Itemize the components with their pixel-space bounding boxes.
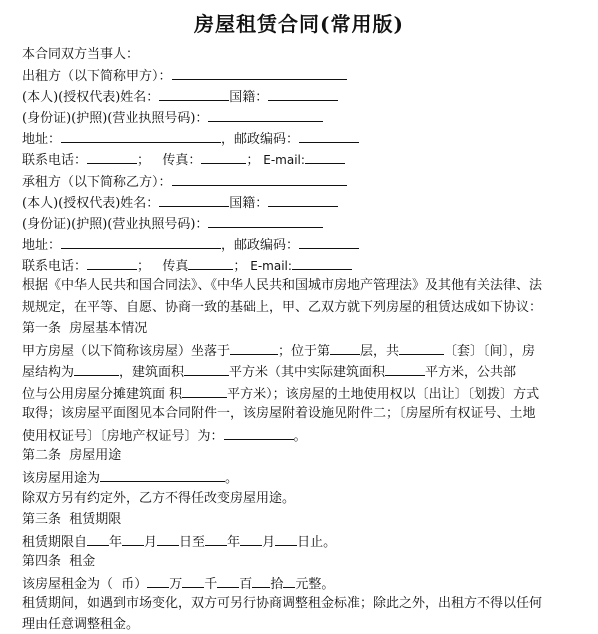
line-text: 平方米，公共部 [425, 365, 517, 380]
contract-line [22, 150, 345, 170]
contract-line [22, 616, 139, 634]
contract-line [22, 256, 352, 276]
contract-line [22, 299, 542, 317]
contract-line [22, 87, 338, 107]
fill-in-blank [159, 87, 229, 101]
line-text: 年 [227, 535, 241, 550]
line-text: ；位于第 [278, 344, 331, 359]
contract-line [22, 511, 121, 529]
fill-in-blank [61, 235, 221, 249]
line-text: 位与公用房屋分摊建筑面 积 [22, 387, 183, 402]
line-text: 元整。 [295, 577, 335, 592]
line-text: 第三条 租赁期限 [22, 512, 122, 527]
line-text: 第二条 房屋用途 [22, 448, 122, 463]
fill-in-blank [299, 235, 359, 249]
contract-line [22, 532, 336, 552]
line-text: 地址： [22, 132, 62, 147]
line-text: E-mail: [259, 153, 305, 167]
fill-in-blank [74, 362, 119, 376]
contract-line [22, 235, 359, 255]
line-text: 第四条 租金 [22, 554, 96, 569]
line-text: ，邮政编码： [221, 238, 300, 253]
line-text: 。 [225, 471, 239, 486]
line-text: 租赁期限自 [22, 535, 88, 550]
line-text: ； [246, 153, 260, 168]
line-text: 月 [144, 535, 158, 550]
fill-in-blank [159, 193, 229, 207]
fill-in-blank [182, 574, 204, 588]
fill-in-blank [299, 129, 359, 143]
fill-in-blank [230, 341, 278, 355]
line-text: 国籍： [229, 90, 269, 105]
line-text: 规规定，在平等、自愿、协商一致的基础上，甲、乙双方就下列房屋的租赁达成如下协议： [22, 300, 543, 315]
fill-in-blank [208, 108, 323, 122]
line-text: 理由任意调整租金。 [22, 617, 140, 632]
line-text: 租赁期间，如遇到市场变化，双方可另行协商调整租金标准；除此之外，出租方不得以任何 [22, 596, 543, 611]
contract-line [22, 320, 147, 338]
line-text: (本人)(授权代表)姓名： [22, 196, 160, 211]
contract-line [22, 384, 539, 404]
line-text: 年 [109, 535, 123, 550]
contract-line [22, 193, 338, 213]
line-text: 联系电话： [22, 259, 88, 274]
fill-in-blank [184, 362, 229, 376]
line-text: 拾 [270, 577, 284, 592]
line-text: 国籍： [229, 196, 269, 211]
contract-line [22, 362, 516, 382]
line-text: ，邮政编码： [221, 132, 300, 147]
line-text: 月 [262, 535, 276, 550]
fill-in-blank [292, 256, 352, 270]
line-text: 承租方（以下简称乙方）： [22, 175, 172, 190]
line-text: 。 [293, 429, 307, 444]
fill-in-blank [172, 172, 347, 186]
fill-in-blank [87, 532, 109, 546]
fill-in-blank [275, 532, 297, 546]
fill-in-blank [240, 532, 262, 546]
line-text: 层，共 [360, 344, 400, 359]
fill-in-blank [305, 150, 345, 164]
line-text: 地址： [22, 238, 62, 253]
line-text: 日至 [179, 535, 206, 550]
line-text: 万 [169, 577, 183, 592]
fill-in-blank [268, 87, 338, 101]
contract-line [22, 214, 323, 234]
fill-in-blank [122, 532, 144, 546]
line-text: 屋结构为 [22, 365, 75, 380]
line-text: 联系电话： [22, 153, 88, 168]
fill-in-blank [205, 532, 227, 546]
line-text: (身份证)(护照)(营业执照号码)： [22, 111, 209, 126]
line-text: 平方米（其中实际建筑面积 [229, 365, 386, 380]
contract-line [22, 426, 307, 446]
contract-line [22, 468, 238, 488]
fill-in-blank [100, 468, 225, 482]
line-text: 第一条 房屋基本情况 [22, 321, 148, 336]
line-text: 根据《中华人民共和国合同法》、《中华人民共和国城市房地产管理法》及其他有关法律、法 [22, 278, 543, 293]
contract-line [22, 595, 542, 613]
fill-in-blank [188, 256, 233, 270]
contract-line [22, 341, 535, 361]
fill-in-blank [157, 532, 179, 546]
fill-in-blank [61, 129, 221, 143]
contract-line [22, 46, 139, 64]
contract-line [22, 447, 121, 465]
line-text: E-mail: [246, 259, 292, 273]
line-text: 〔套〕〔间〕，房 [444, 344, 536, 359]
line-text: 本合同双方当事人： [22, 47, 140, 62]
fill-in-blank [87, 150, 137, 164]
line-text: 该房屋用途为 [22, 471, 101, 486]
line-text: 取得；该房屋平面图见本合同附件一，该房屋附着设施见附件二；〔房屋所有权证号、土地 [22, 406, 536, 421]
line-text: (身份证)(护照)(营业执照号码)： [22, 217, 209, 232]
fill-in-blank [399, 341, 444, 355]
fill-in-blank [252, 574, 270, 588]
line-text: 甲方房屋（以下简称该房屋）坐落于 [22, 344, 231, 359]
line-text: ； 传真： [137, 153, 202, 168]
line-text: 该房屋租金为（ 币） [22, 577, 148, 592]
fill-in-blank [217, 574, 239, 588]
fill-in-blank [182, 384, 227, 398]
line-text: ，建筑面积 [119, 365, 185, 380]
fill-in-blank [385, 362, 425, 376]
contract-line [22, 172, 347, 192]
fill-in-blank [172, 66, 347, 80]
fill-in-blank [201, 150, 246, 164]
fill-in-blank [268, 193, 338, 207]
contract-line [22, 108, 323, 128]
line-text: 除双方另有约定外，乙方不得任改变房屋用途。 [22, 491, 296, 506]
fill-in-blank [224, 426, 294, 440]
line-text: 使用权证号〕〔房地产权证号〕为： [22, 429, 224, 444]
contract-line [22, 405, 536, 423]
contract-line [22, 553, 95, 571]
line-text: 千 [204, 577, 218, 592]
line-text: ； 传真 [137, 259, 189, 274]
fill-in-blank [208, 214, 323, 228]
fill-in-blank [147, 574, 169, 588]
contract-line [22, 277, 542, 295]
contract-title: 房屋租赁合同(常用版) [194, 12, 404, 36]
fill-in-blank [283, 574, 295, 588]
fill-in-blank [87, 256, 137, 270]
contract-line [22, 490, 295, 508]
contract-line [22, 129, 359, 149]
line-text: ； [233, 259, 247, 274]
line-text: 出租方（以下简称甲方）： [22, 69, 172, 84]
line-text: 百 [239, 577, 253, 592]
fill-in-blank [330, 341, 360, 355]
line-text: (本人)(授权代表)姓名： [22, 90, 160, 105]
line-text: 平方米）；该房屋的土地使用权以〔出让〕〔划拨〕方式 [227, 387, 540, 402]
line-text: 日止。 [297, 535, 337, 550]
contract-line [22, 574, 334, 594]
contract-line [22, 66, 347, 86]
